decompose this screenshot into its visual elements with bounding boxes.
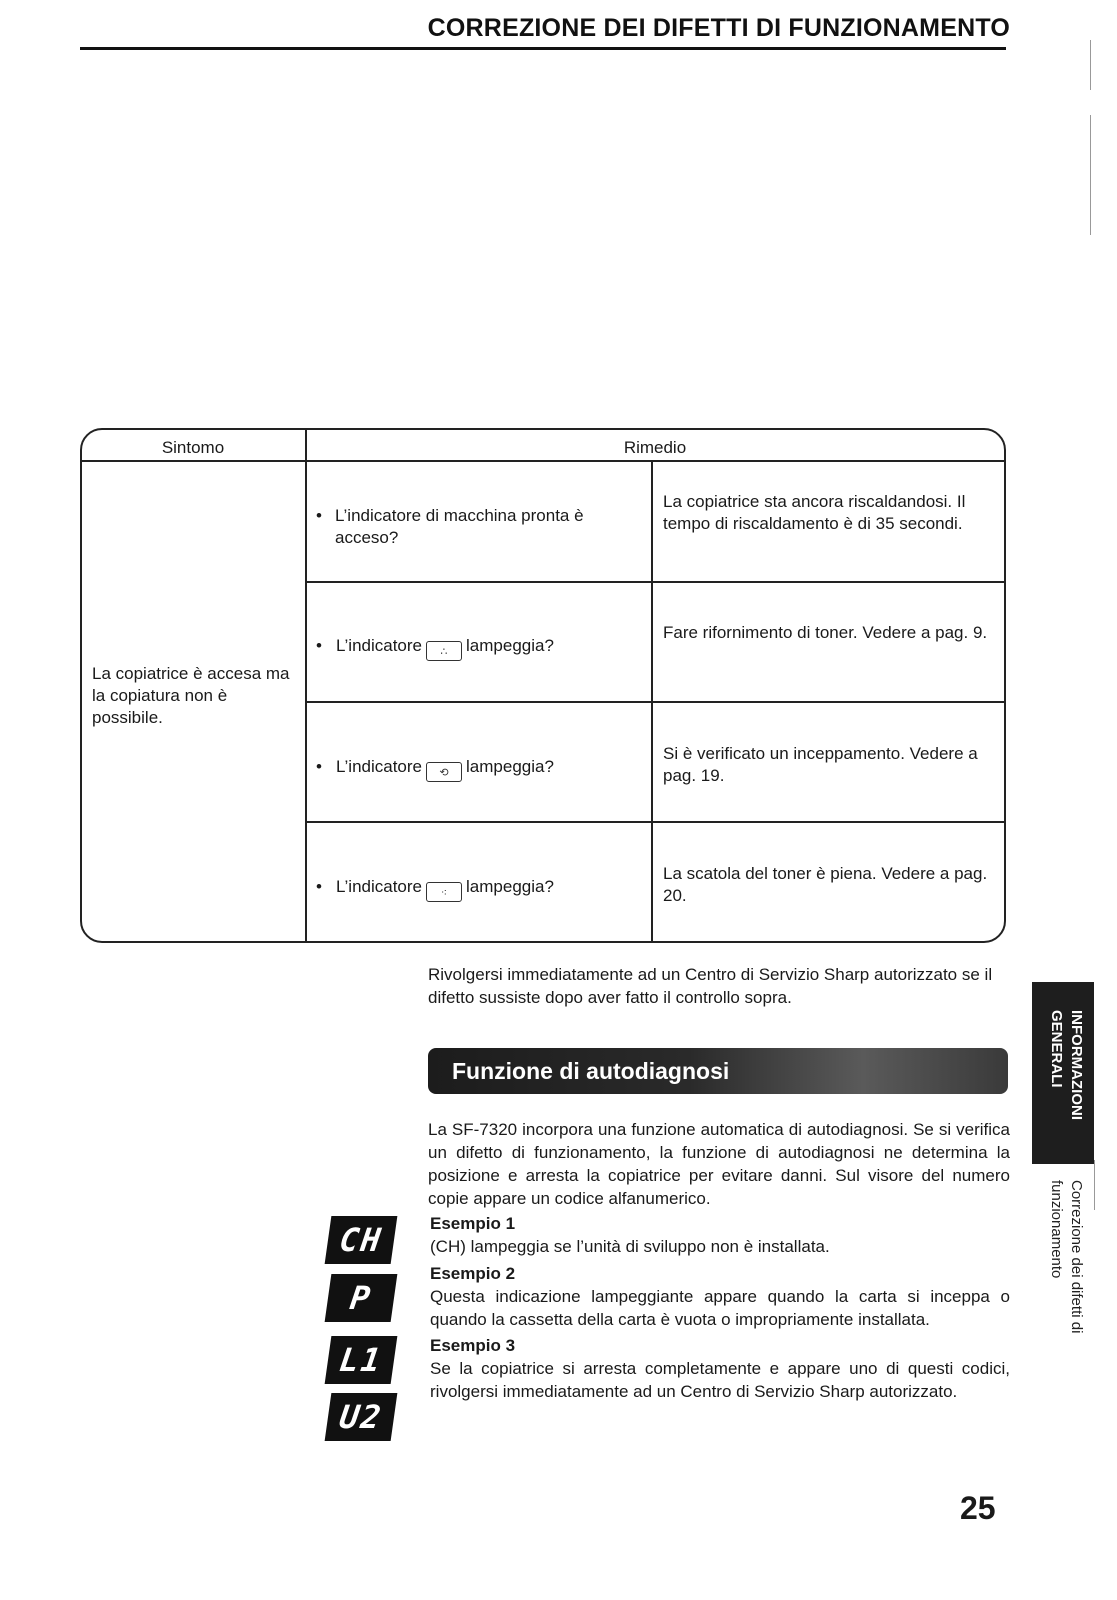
table-column-divider <box>305 430 307 942</box>
symptom-text: La copiatrice è accesa ma la copiatura non è possibile. <box>92 664 290 727</box>
error-code-display: L1 <box>325 1336 398 1384</box>
remedy-text: La copiatrice sta ancora riscaldandosi. Il tempo di riscaldamento è di 35 secondi. <box>663 492 966 533</box>
scan-edge-mark <box>1090 115 1091 235</box>
toner-add-icon: ∴ <box>426 641 462 661</box>
column-header-remedy: Rimedio <box>623 438 687 457</box>
remedy-text: Si è verificato un inceppamento. Vedere a pag. 19. <box>663 744 978 785</box>
example-title: Esempio 2 <box>430 1264 516 1283</box>
section-intro: La SF-7320 incorpora una funzione automatica di autodiagnosi. Se si verifica un difetto di funzionamento, la funzione di autodiagnosi ne determina la posizione e arresta la copiatrice per evitare danni. Sul visore del numero copie appare un codice alfanumerico. <box>428 1120 1010 1208</box>
side-tab-section-label: INFORMAZIONI GENERALI <box>1048 1010 1085 1120</box>
example-body: (CH) lampeggia se l’unità di sviluppo non è installata. <box>430 1237 830 1256</box>
error-code-display: CH <box>325 1216 398 1264</box>
error-code-display: U2 <box>325 1393 398 1441</box>
table-header-divider <box>80 460 1006 462</box>
table-row-question: • L’indicatore ∴ lampeggia? <box>316 635 636 661</box>
paper-jam-icon: ⟲ <box>426 762 462 782</box>
example-title: Esempio 1 <box>430 1214 516 1233</box>
page-number: 25 <box>960 1490 996 1526</box>
table-row-question: • L’indicatore ⟲ lampeggia? <box>316 756 636 782</box>
table-row-question: • L’indicatore ⁖ lampeggia? <box>316 876 636 902</box>
scan-edge-mark <box>1094 1160 1095 1210</box>
question-text: L’indicatore di macchina pronta è acceso? <box>335 506 584 547</box>
page-header-title: CORREZIONE DEI DIFETTI DI FUNZIONAMENTO <box>427 14 1010 42</box>
table-row-divider <box>305 701 1005 703</box>
toner-box-full-icon: ⁖ <box>426 882 462 902</box>
example-body: Se la copiatrice si arresta completamente e appare uno di questi codici, rivolgersi immediatamente ad un Centro di Servizio Sharp autorizzato. <box>430 1359 1010 1401</box>
remedy-text: Fare rifornimento di toner. Vedere a pag. 9. <box>663 623 988 642</box>
example-title: Esempio 3 <box>430 1336 516 1355</box>
table-row-divider <box>305 581 1005 583</box>
header-rule <box>80 47 1006 50</box>
section-title: Funzione di autodiagnosi <box>452 1058 730 1084</box>
error-code-display: P <box>325 1274 398 1322</box>
column-header-symptom: Sintomo <box>161 438 225 457</box>
service-contact-note: Rivolgersi immediatamente ad un Centro di Servizio Sharp autorizzato se il difetto sussiste dopo aver fatto il controllo sopra. <box>428 965 993 1007</box>
table-row-question: • L’indicatore di macchina pronta è acceso? <box>316 505 636 549</box>
remedy-text: La scatola del toner è piena. Vedere a pag. 20. <box>663 864 988 905</box>
scan-edge-mark <box>1090 40 1091 90</box>
example-body: Questa indicazione lampeggiante appare quando la carta si inceppa o quando la cassetta della carta è vuota o impropriamente installata. <box>430 1287 1010 1329</box>
side-tab-chapter-label: Correzione dei difetti di funzionamento <box>1048 1180 1085 1334</box>
table-row-divider <box>305 821 1005 823</box>
